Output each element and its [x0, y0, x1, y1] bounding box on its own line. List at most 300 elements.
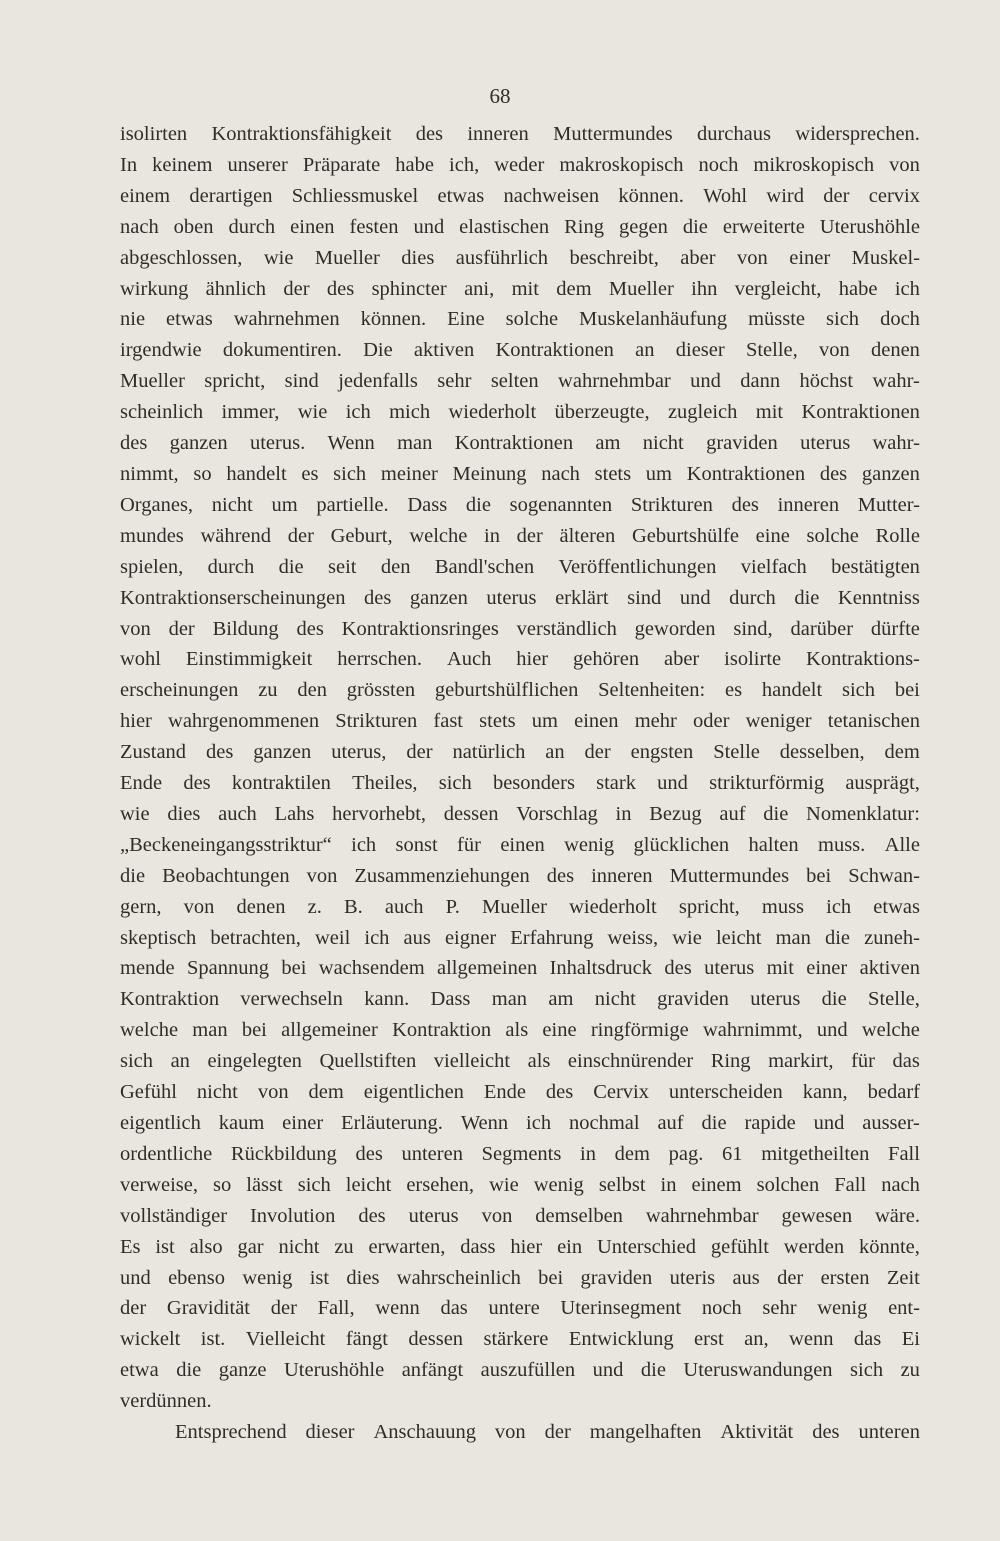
- word: stets: [479, 710, 516, 733]
- word: vielleicht: [433, 1050, 511, 1073]
- word: jedenfalls: [338, 370, 418, 393]
- word: es: [724, 679, 743, 702]
- word: wie: [297, 401, 328, 424]
- word: dem: [884, 741, 920, 764]
- word: und: [813, 1112, 845, 1134]
- word: 61: [722, 1142, 743, 1165]
- word: so: [213, 1173, 232, 1196]
- word: mitgetheilten: [761, 1142, 870, 1165]
- word: noch: [701, 1297, 742, 1320]
- word: der: [287, 524, 314, 547]
- word: dürfte: [870, 617, 920, 640]
- word: wahrnehmen: [233, 308, 340, 331]
- word: vollständiger: [120, 1204, 228, 1227]
- word: uterus.: [249, 432, 306, 455]
- word: weniger: [745, 710, 812, 733]
- word: bei: [894, 679, 920, 702]
- word: Kontraktionsfähigkeit: [211, 123, 392, 145]
- word: wird: [766, 184, 804, 207]
- word: ich: [351, 833, 377, 856]
- word: eigner: [444, 926, 497, 949]
- word: und: [120, 1266, 151, 1289]
- word: uterus,: [331, 741, 387, 764]
- word: und: [679, 586, 711, 609]
- word: ersten: [820, 1266, 870, 1289]
- word: an: [170, 1050, 190, 1073]
- word: ich: [526, 1112, 552, 1134]
- word: aktiven: [859, 957, 920, 980]
- word: ganzen: [409, 586, 468, 609]
- word: ist: [309, 1266, 330, 1289]
- word: ordentliche: [120, 1142, 213, 1165]
- word: mich: [389, 401, 431, 424]
- word: und: [657, 772, 688, 795]
- word: des: [120, 432, 148, 455]
- word: eine: [542, 1019, 577, 1042]
- word: kontraktilen: [231, 772, 331, 795]
- word: der: [168, 617, 195, 640]
- word: ich: [364, 926, 390, 949]
- word: der: [406, 741, 433, 764]
- word: durch: [207, 555, 255, 578]
- word: unteren: [858, 1421, 920, 1444]
- word: die: [682, 215, 708, 238]
- word: Kontraktion: [392, 1019, 492, 1042]
- word: herrschen.: [337, 648, 423, 671]
- word: als: [505, 1019, 529, 1042]
- word: sind: [627, 586, 662, 609]
- word: Spannung: [187, 957, 270, 980]
- word: stark: [596, 772, 636, 795]
- word: Fall: [888, 1142, 920, 1165]
- word: sonst: [395, 833, 438, 856]
- word: von: [120, 617, 151, 640]
- text-line: [120, 1170, 920, 1201]
- word: keinem: [152, 153, 213, 176]
- word: müsste: [748, 308, 806, 331]
- word: habe: [838, 277, 878, 300]
- word: Geburt,: [330, 524, 393, 547]
- text-line: [120, 150, 920, 181]
- word: nochmal: [568, 1112, 640, 1134]
- word: wahrgenommenen: [168, 710, 320, 733]
- word: geworden: [634, 617, 716, 640]
- word: fängt: [345, 1328, 388, 1351]
- word: des: [664, 957, 692, 980]
- word: die: [465, 493, 491, 516]
- word: Präparate: [302, 153, 381, 176]
- word: erklärt: [555, 586, 609, 609]
- word: Vorschlag: [516, 802, 598, 825]
- word: Mueller: [314, 246, 380, 269]
- word: Involution: [249, 1204, 336, 1227]
- word: Einstimmigkeit: [185, 648, 313, 671]
- word: sind: [284, 370, 319, 393]
- word: aus: [403, 926, 431, 949]
- text-line: [120, 614, 920, 645]
- word: kaum: [218, 1112, 265, 1134]
- word: dass: [460, 1235, 496, 1258]
- word: cervix: [868, 184, 920, 207]
- word: Meinung: [452, 462, 527, 485]
- word: seit: [328, 555, 357, 578]
- word: wohl: [120, 648, 161, 671]
- word: können.: [360, 308, 427, 331]
- word: ani,: [464, 277, 495, 300]
- word: bestätigten: [831, 555, 920, 578]
- word: auf: [719, 802, 746, 825]
- word: besonders: [492, 772, 575, 795]
- word: in: [484, 524, 500, 547]
- word: wenn: [375, 1297, 420, 1320]
- word: kann.: [364, 988, 410, 1011]
- word: einschnürender: [567, 1050, 694, 1073]
- word: sehr: [437, 370, 472, 393]
- word: oder: [692, 710, 730, 733]
- text-line: [120, 675, 920, 706]
- word: einen: [500, 833, 545, 856]
- word: erscheinungen: [120, 679, 239, 702]
- word: Es: [120, 1235, 141, 1258]
- word: die: [701, 1112, 727, 1134]
- word: bei: [806, 864, 832, 887]
- text-line: [120, 304, 920, 335]
- word: sich: [333, 462, 367, 485]
- word: Bezug: [649, 802, 702, 825]
- word: Muskelanhäufung: [579, 308, 728, 331]
- word: der: [283, 277, 310, 300]
- word: gegen: [618, 215, 668, 238]
- word: unterscheiden: [668, 1081, 783, 1104]
- text-line: [120, 274, 920, 305]
- word: gern,: [120, 895, 162, 918]
- word: ausführlich: [455, 246, 548, 269]
- word: nicht: [211, 493, 253, 516]
- word: nicht: [642, 432, 684, 455]
- word: Eine: [447, 308, 485, 331]
- text-line: [120, 212, 920, 243]
- word: uteris: [669, 1266, 716, 1289]
- word: des: [819, 462, 848, 485]
- word: von: [183, 895, 215, 918]
- word: als: [527, 1050, 551, 1073]
- word: scheinlich: [120, 401, 204, 424]
- word: wahrnehmbar: [645, 1204, 759, 1227]
- word: ich,: [449, 153, 480, 176]
- word: demselben: [535, 1204, 623, 1227]
- word: und: [816, 1019, 848, 1042]
- word: wäre.: [875, 1204, 920, 1227]
- word: stets: [594, 462, 632, 485]
- word: Erläuterung.: [341, 1112, 443, 1134]
- word: mit: [766, 957, 794, 980]
- word: dann: [740, 370, 781, 393]
- word: des: [546, 864, 575, 887]
- word: dokumentiren.: [222, 339, 342, 362]
- word: verweise,: [120, 1173, 198, 1196]
- text-line: [120, 1417, 920, 1448]
- word: ent-: [888, 1297, 920, 1320]
- word: der: [270, 1297, 297, 1320]
- word: wie: [120, 802, 150, 825]
- word: die: [278, 555, 304, 578]
- text-line: [120, 892, 920, 923]
- word: unteren: [401, 1142, 463, 1165]
- word: Die: [363, 339, 393, 362]
- text-line: [120, 243, 920, 274]
- word: Dass: [407, 493, 448, 516]
- word: geburtshülflichen: [434, 679, 579, 702]
- word: spielen,: [120, 555, 184, 578]
- text-line: [120, 644, 920, 675]
- word: wie: [672, 926, 702, 949]
- word: Schliessmuskel: [291, 184, 419, 207]
- word: etwas: [166, 308, 213, 331]
- word: dessen: [443, 802, 499, 825]
- word: des: [812, 1421, 840, 1444]
- word: Uterinsegment: [560, 1297, 682, 1320]
- word: des: [545, 1081, 574, 1104]
- word: ich: [826, 895, 852, 918]
- word: vielfach: [740, 555, 807, 578]
- word: Stelle: [713, 741, 760, 764]
- word: mehr: [634, 710, 677, 733]
- word: des: [326, 277, 355, 300]
- word: uterus: [408, 1204, 459, 1227]
- word: in: [660, 1173, 677, 1196]
- word: stärkere: [483, 1328, 549, 1351]
- body-text: [120, 119, 920, 1448]
- word: sogenannten: [509, 493, 613, 516]
- word: des: [731, 493, 759, 516]
- word: werden: [783, 1235, 845, 1258]
- word: spricht,: [204, 370, 266, 393]
- word: Kontraktionen: [454, 432, 574, 455]
- word: uterus: [704, 957, 755, 980]
- word: welche: [861, 1019, 920, 1042]
- word: also: [189, 1235, 223, 1258]
- text-line: [120, 861, 920, 892]
- word: Wenn: [460, 1112, 509, 1134]
- word: Uteruswandungen: [683, 1359, 833, 1382]
- word: der: [516, 524, 543, 547]
- word: nach: [881, 1173, 920, 1196]
- word: glücklichen: [633, 833, 730, 856]
- word: das: [440, 1297, 468, 1320]
- word: Organes,: [120, 493, 194, 516]
- word: mende: [120, 957, 175, 980]
- word: einem: [120, 184, 171, 207]
- word: Entwicklung: [568, 1328, 674, 1351]
- word: ausprägt,: [845, 772, 920, 795]
- word: Segments: [481, 1142, 562, 1165]
- word: der: [544, 1421, 571, 1444]
- word: untere: [488, 1297, 540, 1320]
- text-line: [120, 1108, 920, 1139]
- word: Mueller: [120, 370, 185, 393]
- word: von: [306, 864, 338, 887]
- word: aus: [732, 1266, 760, 1289]
- word: Stelle,: [868, 988, 920, 1011]
- word: selten: [490, 370, 539, 393]
- word: Ring: [710, 1050, 751, 1073]
- text-line: [120, 706, 920, 737]
- word: dies: [401, 246, 435, 269]
- word: nicht: [594, 988, 636, 1011]
- word: allgemeiner: [281, 1019, 378, 1042]
- word: wenig: [242, 1266, 293, 1289]
- word: nach: [120, 215, 159, 238]
- word: Bandl'schen: [434, 555, 535, 578]
- word: Nomenklatur:: [806, 802, 920, 825]
- word: Strikturen: [335, 710, 418, 733]
- word: die: [821, 988, 847, 1011]
- word: lässt: [246, 1173, 283, 1196]
- word: isolirten: [120, 123, 188, 145]
- word: Fall: [834, 1173, 867, 1196]
- word: doch: [880, 308, 920, 331]
- word: fast: [433, 710, 464, 733]
- word: dies: [346, 1266, 380, 1289]
- word: In: [120, 153, 138, 176]
- word: ersehen,: [406, 1173, 475, 1196]
- word: z.: [307, 895, 322, 918]
- word: verdünnen.: [120, 1390, 212, 1413]
- word: und: [592, 1359, 624, 1382]
- word: in: [580, 1142, 596, 1165]
- word: anfängt: [401, 1359, 464, 1382]
- word: strikturförmig: [709, 772, 825, 795]
- word: durch: [228, 215, 276, 238]
- word: ganze: [218, 1359, 267, 1382]
- word: rapide: [744, 1112, 796, 1134]
- word: gewesen: [781, 1204, 853, 1227]
- word: solche: [806, 524, 859, 547]
- word: von: [889, 153, 920, 176]
- word: kann,: [802, 1081, 848, 1104]
- word: Ende: [483, 1081, 526, 1104]
- word: des: [355, 1142, 383, 1165]
- word: auch: [384, 895, 424, 918]
- text-line: [120, 397, 920, 428]
- word: das: [892, 1050, 920, 1073]
- word: ich: [345, 401, 371, 424]
- text-line: [120, 1015, 920, 1046]
- word: hier: [510, 1235, 543, 1258]
- word: der: [120, 1297, 147, 1320]
- word: oben: [173, 215, 214, 238]
- text-line: [120, 335, 920, 366]
- word: wickelt: [120, 1328, 181, 1351]
- word: erwarten,: [368, 1235, 446, 1258]
- word: während: [200, 524, 272, 547]
- word: Stelle,: [745, 339, 798, 362]
- word: wie: [263, 246, 294, 269]
- word: sich: [120, 1050, 154, 1073]
- word: sind,: [733, 617, 773, 640]
- word: Aktivität: [720, 1421, 794, 1444]
- word: irgendwie: [120, 339, 202, 362]
- word: isolirte: [724, 648, 782, 671]
- word: Veröffentlichungen: [558, 555, 717, 578]
- word: festen: [349, 215, 399, 238]
- word: solchen: [756, 1173, 820, 1196]
- word: Muttermundes: [669, 864, 790, 887]
- word: die: [176, 1359, 202, 1382]
- word: Wenn: [327, 432, 375, 455]
- word: P.: [445, 895, 460, 918]
- word: wenig: [564, 833, 615, 856]
- word: ganzen: [169, 432, 228, 455]
- word: Unterschied: [596, 1235, 696, 1258]
- word: man: [491, 988, 528, 1011]
- word: inneren: [777, 493, 840, 516]
- word: Zusammenziehungen: [354, 864, 530, 887]
- word: man: [397, 432, 433, 455]
- word: um: [531, 710, 558, 733]
- word: betrachten,: [210, 926, 301, 949]
- word: Muttermundes: [553, 123, 673, 145]
- word: des: [296, 617, 324, 640]
- text-line: [120, 181, 920, 212]
- word: ringförmige: [590, 1019, 689, 1042]
- word: hervorhebt,: [332, 802, 427, 825]
- word: eigentlich: [120, 1112, 201, 1134]
- word: tetanischen: [827, 710, 920, 733]
- word: immer,: [221, 401, 280, 424]
- word: wahr-: [872, 432, 920, 455]
- word: nachweisen: [503, 184, 600, 207]
- word: ähnlich: [205, 277, 267, 300]
- word: den: [297, 679, 327, 702]
- word: des: [358, 1204, 386, 1227]
- text-line: [120, 1386, 920, 1417]
- word: aktiven: [413, 339, 475, 362]
- text-line: [120, 428, 920, 459]
- word: Zeit: [886, 1266, 920, 1289]
- word: grössten: [346, 679, 416, 702]
- word: graviden: [657, 988, 729, 1011]
- word: graviden: [580, 1266, 653, 1289]
- word: Rolle: [875, 524, 920, 547]
- word: man: [192, 1019, 228, 1042]
- word: sich: [842, 679, 876, 702]
- word: Kontraktionen: [686, 462, 806, 485]
- word: und: [413, 215, 445, 238]
- word: können.: [618, 184, 684, 207]
- word: nimmt,: [120, 462, 179, 485]
- word: der: [584, 741, 611, 764]
- word: sich: [826, 308, 860, 331]
- word: leicht: [715, 926, 762, 949]
- word: Fall,: [317, 1297, 355, 1320]
- word: uterus: [750, 988, 801, 1011]
- word: nach: [541, 462, 580, 485]
- word: des: [183, 772, 211, 795]
- text-line: [120, 1139, 920, 1170]
- text-line: [120, 552, 920, 583]
- word: hier: [516, 648, 549, 671]
- word: derartigen: [189, 184, 273, 207]
- word: etwas: [437, 184, 485, 207]
- word: von: [257, 1081, 289, 1104]
- word: inneren: [591, 864, 653, 887]
- word: Mueller: [608, 277, 674, 300]
- word: skeptisch: [120, 926, 197, 949]
- word: zu: [900, 1359, 920, 1382]
- word: wenig: [533, 1173, 584, 1196]
- text-line: [120, 490, 920, 521]
